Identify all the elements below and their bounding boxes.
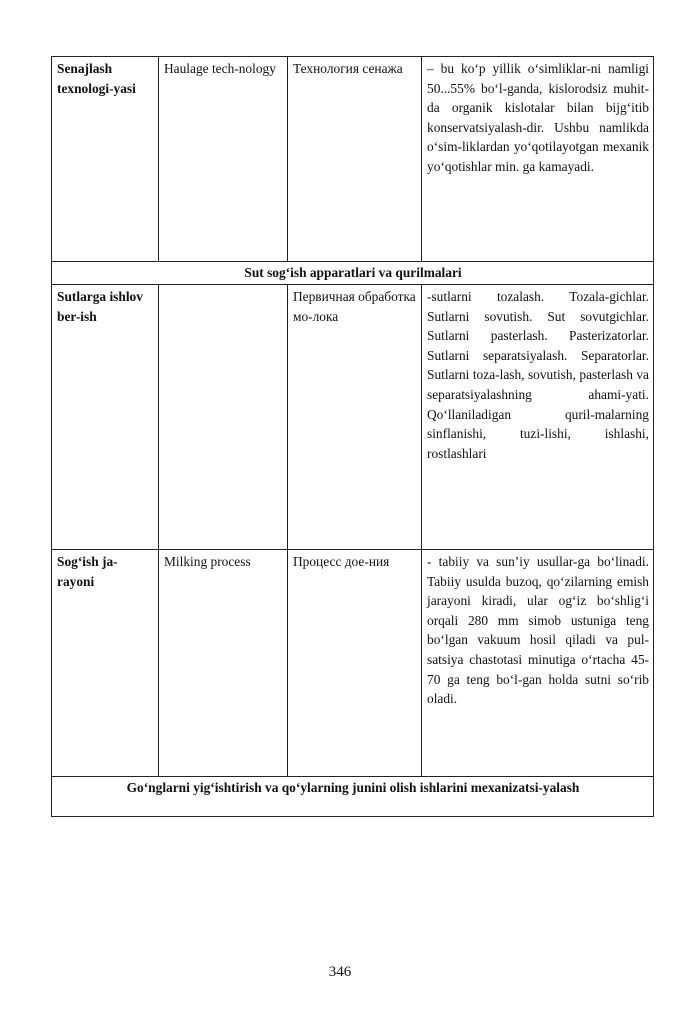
table-row: [52, 550, 654, 777]
term-description: – bu ko‘p yillik o‘simliklar-ni namligi 50...55% bo‘l-ganda, kislorodsiz muhit-da organik kislotalar bilan bijg‘itib konservatsiyalash-dir. Ushbu namlikda o‘sim-liklardan yo‘qotilayotgan mexanik yo‘qotishlar min. ga kamayadi.: [422, 57, 654, 262]
term-english: Haulage tech-nology: [159, 57, 288, 262]
term-english: [159, 285, 288, 550]
table-row: [52, 57, 654, 262]
term-russian: Процесс дое-ния: [288, 550, 422, 777]
term-russian: Первичная обработка мо-лока: [288, 285, 422, 550]
term-uzbek: Senajlash texnologi-yasi: [52, 57, 159, 262]
section-title: Sut sog‘ish apparatlari va qurilmalari: [52, 262, 654, 285]
section-title: Go‘nglarni yig‘ishtirish va qo‘ylarning junini olish ishlarini mexanizatsi-yalash: [52, 777, 654, 817]
term-uzbek: Sog‘ish ja-rayoni: [52, 550, 159, 777]
term-uzbek: Sutlarga ishlov ber-ish: [52, 285, 159, 550]
term-description: - tabiiy va sun’iy usullar-ga bo‘linadi. Tabiiy usulda buzoq, qo‘zilarning emish jarayoni kiradi, ular og‘iz bo‘shlig‘i orqali 280 mm simob ustuniga teng bo‘lgan vakuum hosil qiladi va pul-satsiya chastotasi minutiga o‘rtacha 45-70 ga teng bo‘l-gan holda sutni so‘rib oladi.: [422, 550, 654, 777]
table-row: [52, 285, 654, 550]
term-description: -sutlarni tozalash. Tozala-gichlar. Sutlarni sovutish. Sut sovutgichlar. Sutlarni pasterlash. Pasterizatorlar. Sutlarni separatsiyalash. Separatorlar. Sutlarni toza-lash, sovutish, pasterlash va separatsiyalashning ahami-yati. Qo‘llaniladigan quril-malarning sinflanishi, tuzi-lishi, ishlashi, rostlashlari: [422, 285, 654, 550]
glossary-table: [51, 56, 654, 817]
term-russian: Технология сенажа: [288, 57, 422, 262]
section-row: [52, 262, 654, 285]
section-row: [52, 777, 654, 817]
term-english: Milking process: [159, 550, 288, 777]
page-number: 346: [328, 964, 352, 980]
